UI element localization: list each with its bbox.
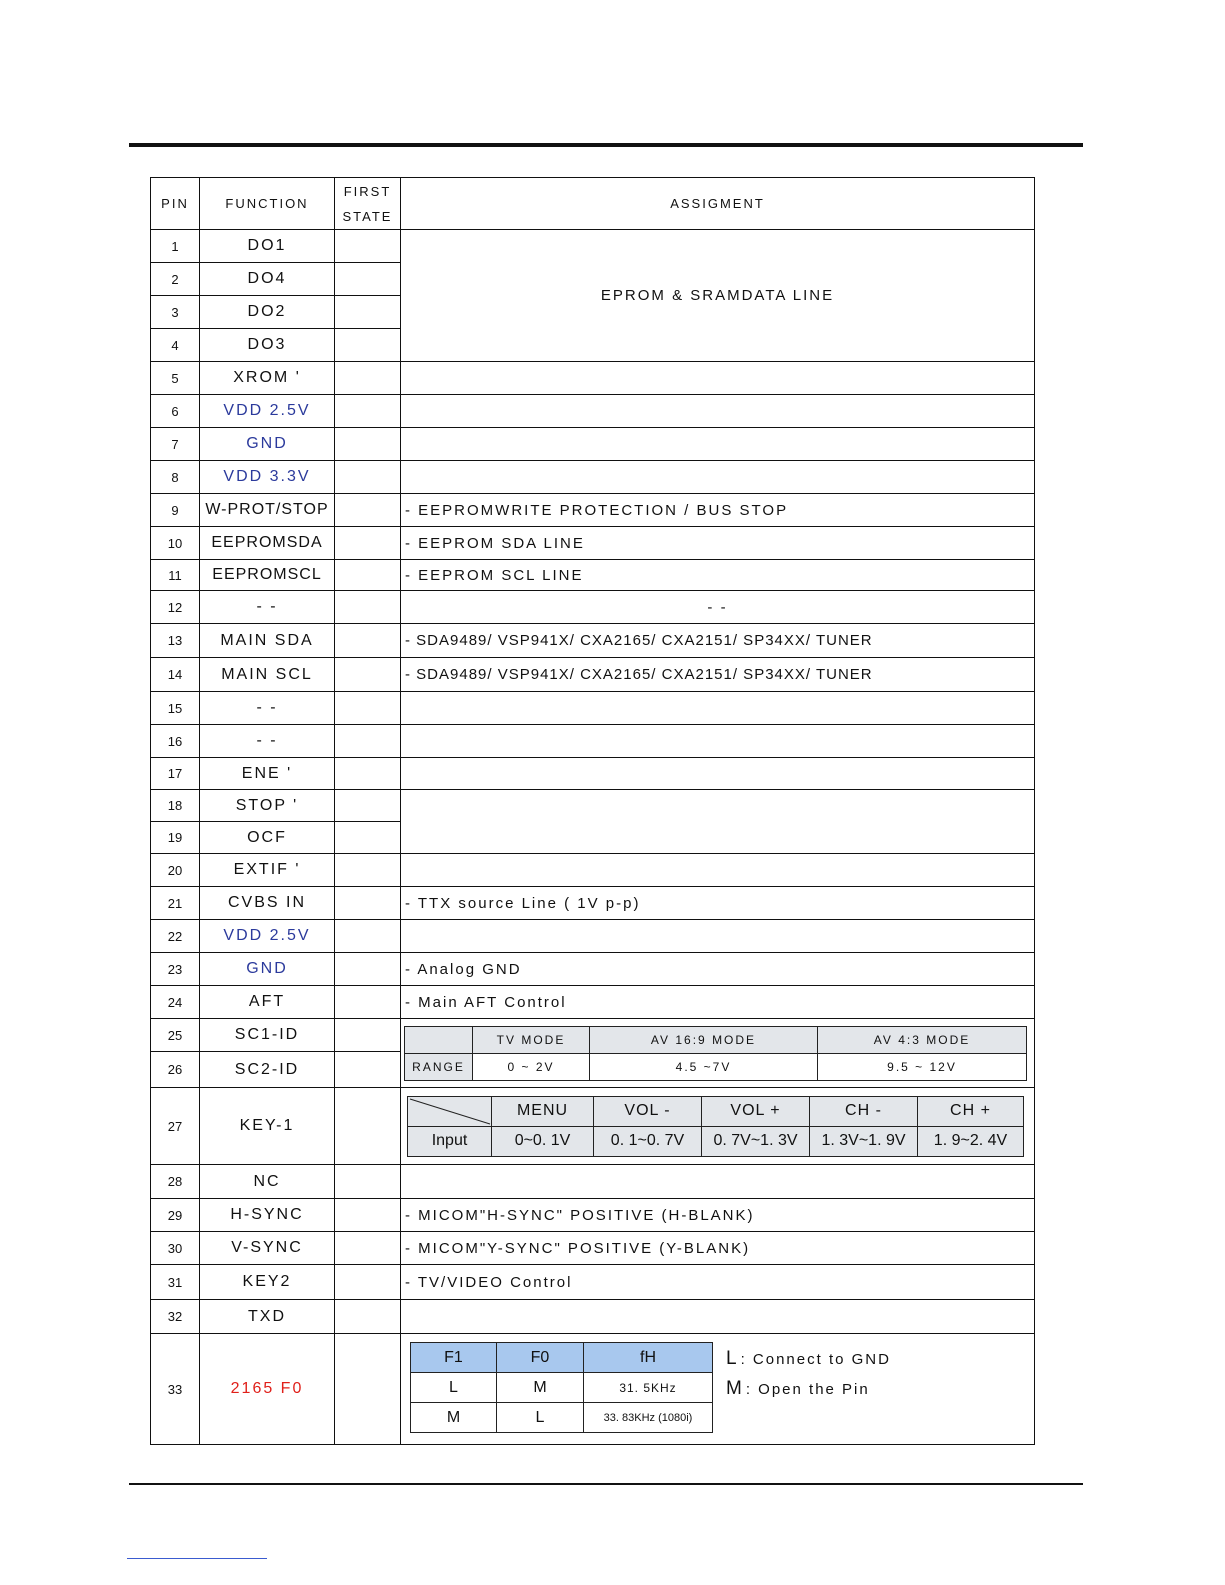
pin-function: XROM ': [200, 362, 335, 395]
first-state-cell: [335, 1232, 401, 1265]
legend-l-text: : Connect to GND: [740, 1351, 891, 1368]
key-value: 1. 3V~1. 9V: [810, 1126, 918, 1156]
bottom-rule: [129, 1483, 1083, 1485]
assignment-cell: [401, 1165, 1035, 1199]
pin-number: 17: [151, 758, 200, 790]
first-state-cell: [335, 230, 401, 263]
table-row: [151, 428, 1035, 461]
freq-cell: 31. 5KHz: [584, 1373, 713, 1403]
first-state-cell: [335, 591, 401, 624]
pin-function: W-PROT/STOP: [200, 494, 335, 527]
first-state-cell: [335, 790, 401, 822]
table-row: [151, 560, 1035, 591]
first-state-cell: [335, 822, 401, 854]
table-row: [151, 725, 1035, 758]
freq-header: F1: [411, 1343, 497, 1373]
legend-l: [726, 1348, 891, 1370]
header-assignment: ASSIGMENT: [401, 178, 1035, 230]
pin-number: 4: [151, 329, 200, 362]
header-pin: PIN: [151, 178, 200, 230]
pin-number: 21: [151, 887, 200, 920]
assignment-cell: - -: [401, 591, 1035, 624]
pin-number: 9: [151, 494, 200, 527]
first-state-cell: [335, 362, 401, 395]
assignment-cell: [401, 725, 1035, 758]
table-row: [151, 1199, 1035, 1232]
diagonal-line-icon: [408, 1097, 492, 1126]
assignment-cell: [401, 854, 1035, 887]
first-state-cell: [335, 395, 401, 428]
pin-number: 19: [151, 822, 200, 854]
assignment-cell: [401, 428, 1035, 461]
first-state-cell: [335, 758, 401, 790]
volt-value: 9.5 ~ 12V: [818, 1053, 1027, 1080]
assignment-cell: [401, 790, 1035, 854]
assignment-cell: [401, 362, 1035, 395]
assignment-cell: - EEPROM SDA LINE: [401, 527, 1035, 560]
first-state-cell: [335, 986, 401, 1019]
assignment-cell: [401, 461, 1035, 494]
first-state-cell: [335, 920, 401, 953]
pin-number: 28: [151, 1165, 200, 1199]
pin-number: 1: [151, 230, 200, 263]
first-state-cell: [335, 527, 401, 560]
first-state-cell: [335, 953, 401, 986]
pin-number: 7: [151, 428, 200, 461]
freq-cell: M: [497, 1373, 584, 1403]
pin-function: 2165 F0: [200, 1334, 335, 1445]
table-row: [151, 494, 1035, 527]
table-row: [151, 920, 1035, 953]
assignment-cell: - MICOM"H-SYNC" POSITIVE (H-BLANK): [401, 1199, 1035, 1232]
pin-function: V-SYNC: [200, 1232, 335, 1265]
table-row: [151, 591, 1035, 624]
freq-header: F0: [497, 1343, 584, 1373]
table-row: [151, 527, 1035, 560]
first-state-cell: [335, 494, 401, 527]
first-state-cell: [335, 887, 401, 920]
pin-function: MAIN SCL: [200, 658, 335, 692]
key-header: VOL +: [702, 1096, 810, 1126]
volt-corner-cell: [405, 1026, 473, 1053]
freq-select-assignment: [401, 1334, 1035, 1445]
pin-function: EEPROMSCL: [200, 560, 335, 591]
pin-function: DO2: [200, 296, 335, 329]
top-rule: [129, 143, 1083, 147]
key-value: 1. 9~2. 4V: [918, 1126, 1024, 1156]
table-row: [151, 1088, 1035, 1165]
pin-function: SC2-ID: [200, 1052, 335, 1088]
table-row: [151, 395, 1035, 428]
table-row: [151, 230, 1035, 263]
key-header: CH -: [810, 1096, 918, 1126]
volt-header: AV 4:3 MODE: [818, 1026, 1027, 1053]
key-assignment: [401, 1088, 1035, 1165]
pin-number: 2: [151, 263, 200, 296]
first-state-cell: [335, 624, 401, 658]
pin-function: TXD: [200, 1300, 335, 1334]
first-state-cell: [335, 1019, 401, 1052]
table-row: [151, 1334, 1035, 1445]
pin-number: 33: [151, 1334, 200, 1445]
table-row: [151, 953, 1035, 986]
table-row: [151, 1232, 1035, 1265]
pin-function: GND: [200, 953, 335, 986]
pin-function: - -: [200, 591, 335, 624]
pin-number: 14: [151, 658, 200, 692]
assignment-cell: - Analog GND: [401, 953, 1035, 986]
pin-number: 13: [151, 624, 200, 658]
table-row: [151, 461, 1035, 494]
volt-header: TV MODE: [473, 1026, 590, 1053]
legend-m-text: : Open the Pin: [745, 1381, 870, 1398]
table-row: [151, 1019, 1035, 1052]
table-row: [151, 1265, 1035, 1300]
scart-voltage-table: [404, 1026, 1027, 1081]
first-state-cell: [335, 1165, 401, 1199]
pin-function-table: [150, 177, 1035, 1445]
pin-number: 31: [151, 1265, 200, 1300]
pin-function: - -: [200, 725, 335, 758]
assignment-cell: [401, 920, 1035, 953]
volt-value: 4.5 ~7V: [590, 1053, 818, 1080]
pin-number: 12: [151, 591, 200, 624]
pin-function: OCF: [200, 822, 335, 854]
pin-function: MAIN SDA: [200, 624, 335, 658]
pin-number: 5: [151, 362, 200, 395]
pin-function: GND: [200, 428, 335, 461]
freq-select-table: [410, 1342, 713, 1433]
header-first-state: FIRST STATE: [335, 178, 401, 230]
pin-number: 10: [151, 527, 200, 560]
table-row: [151, 658, 1035, 692]
pin-number: 24: [151, 986, 200, 1019]
assignment-cell: [401, 692, 1035, 725]
pin-function: - -: [200, 692, 335, 725]
first-state-cell: [335, 725, 401, 758]
legend-m-key: M: [726, 1378, 742, 1399]
freq-cell: 33. 83KHz (1080i): [584, 1403, 713, 1433]
pin-number: 3: [151, 296, 200, 329]
table-row: [151, 887, 1035, 920]
pin-number: 16: [151, 725, 200, 758]
first-state-cell: [335, 1052, 401, 1088]
assignment-cell: [401, 1300, 1035, 1334]
pin-number: 11: [151, 560, 200, 591]
assignment-cell: - Main AFT Control: [401, 986, 1035, 1019]
freq-cell: M: [411, 1403, 497, 1433]
key-header: VOL -: [594, 1096, 702, 1126]
assignment-cell: [401, 758, 1035, 790]
pin-number: 23: [151, 953, 200, 986]
pin-function: CVBS IN: [200, 887, 335, 920]
pin-function: EXTIF ': [200, 854, 335, 887]
first-state-cell: [335, 329, 401, 362]
table-row: [151, 624, 1035, 658]
table-row: [151, 790, 1035, 822]
pin-function: VDD 2.5V: [200, 920, 335, 953]
pin-function: NC: [200, 1165, 335, 1199]
first-state-cell: [335, 692, 401, 725]
freq-cell: L: [497, 1403, 584, 1433]
key-header: MENU: [492, 1096, 594, 1126]
table-row: [151, 758, 1035, 790]
volt-row-label: RANGE: [405, 1053, 473, 1080]
freq-header: fH: [584, 1343, 713, 1373]
key-value: 0. 1~0. 7V: [594, 1126, 702, 1156]
assignment-cell: - EEPROM SCL LINE: [401, 560, 1035, 591]
pin-function: VDD 2.5V: [200, 395, 335, 428]
pin-number: 22: [151, 920, 200, 953]
first-state-cell: [335, 658, 401, 692]
table-row: [151, 362, 1035, 395]
pin-number: 32: [151, 1300, 200, 1334]
assignment-cell: - MICOM"Y-SYNC" POSITIVE (Y-BLANK): [401, 1232, 1035, 1265]
volt-header: AV 16:9 MODE: [590, 1026, 818, 1053]
first-state-cell: [335, 428, 401, 461]
first-state-cell: [335, 1088, 401, 1165]
pin-number: 6: [151, 395, 200, 428]
pin-function: VDD 3.3V: [200, 461, 335, 494]
pin-function: KEY2: [200, 1265, 335, 1300]
table-row: [151, 986, 1035, 1019]
assignment-cell: - TTX source Line ( 1V p-p): [401, 887, 1035, 920]
first-state-cell: [335, 296, 401, 329]
header-function: FUNCTION: [200, 178, 335, 230]
first-state-cell: [335, 560, 401, 591]
first-state-cell: [335, 1300, 401, 1334]
pin-number: 18: [151, 790, 200, 822]
table-row: [151, 1165, 1035, 1199]
pin-function: DO1: [200, 230, 335, 263]
volt-value: 0 ~ 2V: [473, 1053, 590, 1080]
assignment-cell: - TV/VIDEO Control: [401, 1265, 1035, 1300]
eprom-sram-assignment: EPROM & SRAMDATA LINE: [401, 230, 1035, 362]
pin-number: 29: [151, 1199, 200, 1232]
footer-link-underline: [127, 1558, 267, 1559]
pin-function: H-SYNC: [200, 1199, 335, 1232]
pin-number: 25: [151, 1019, 200, 1052]
pin-number: 27: [151, 1088, 200, 1165]
first-state-cell: [335, 1265, 401, 1300]
assignment-cell: - SDA9489/ VSP941X/ CXA2165/ CXA2151/ SP34XX/ TUNER: [401, 658, 1035, 692]
scart-id-assignment: [401, 1019, 1035, 1088]
pin-function: KEY-1: [200, 1088, 335, 1165]
legend-m: [726, 1378, 870, 1400]
assignment-cell: [401, 395, 1035, 428]
freq-cell: L: [411, 1373, 497, 1403]
assignment-cell: - SDA9489/ VSP941X/ CXA2165/ CXA2151/ SP34XX/ TUNER: [401, 624, 1035, 658]
pin-number: 20: [151, 854, 200, 887]
key-value: 0. 7V~1. 3V: [702, 1126, 810, 1156]
key-voltage-table: [407, 1096, 1024, 1157]
first-state-cell: [335, 854, 401, 887]
key-corner-cell: [408, 1096, 492, 1126]
table-row: [151, 1300, 1035, 1334]
key-row-label: Input: [408, 1126, 492, 1156]
pin-number: 8: [151, 461, 200, 494]
pin-function: AFT: [200, 986, 335, 1019]
pin-function: STOP ': [200, 790, 335, 822]
first-state-cell: [335, 1199, 401, 1232]
key-value: 0~0. 1V: [492, 1126, 594, 1156]
pin-function: SC1-ID: [200, 1019, 335, 1052]
pin-number: 26: [151, 1052, 200, 1088]
assignment-cell: - EEPROMWRITE PROTECTION / BUS STOP: [401, 494, 1035, 527]
first-state-cell: [335, 1334, 401, 1445]
key-header: CH +: [918, 1096, 1024, 1126]
legend-l-key: L: [726, 1348, 737, 1369]
pin-function: ENE ': [200, 758, 335, 790]
first-state-cell: [335, 461, 401, 494]
pin-number: 30: [151, 1232, 200, 1265]
pin-function: EEPROMSDA: [200, 527, 335, 560]
pin-function: DO3: [200, 329, 335, 362]
table-row: [151, 692, 1035, 725]
table-row: [151, 854, 1035, 887]
first-state-cell: [335, 263, 401, 296]
pin-number: 15: [151, 692, 200, 725]
pin-function: DO4: [200, 263, 335, 296]
